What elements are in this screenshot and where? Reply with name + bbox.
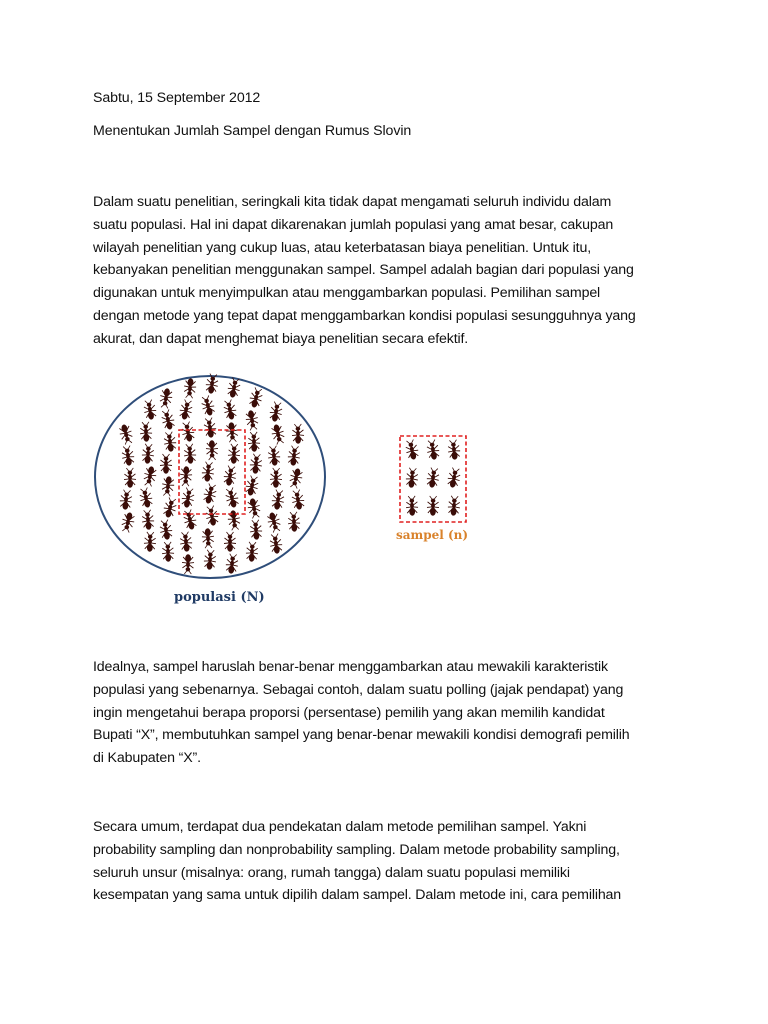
ant-icon: [202, 483, 218, 504]
population-ants: [118, 373, 306, 574]
ant-icon: [288, 468, 304, 489]
ant-icon: [447, 496, 460, 516]
ant-icon: [249, 454, 263, 474]
ant-icon: [160, 454, 172, 473]
ant-icon: [183, 378, 197, 398]
sample-ants: [404, 439, 462, 516]
ant-icon: [246, 542, 259, 562]
ant-icon: [248, 387, 264, 409]
ant-icon: [426, 439, 441, 460]
paragraph-line: populasi yang sebenarnya. Sebagai contoh, dalam suatu polling (jajak pendapat) yang: [93, 681, 624, 698]
post-date: Sabtu, 15 September 2012: [93, 90, 261, 106]
ant-icon: [142, 399, 157, 420]
ant-icon: [223, 465, 238, 486]
ant-icon: [161, 476, 175, 497]
ant-icon: [163, 431, 177, 452]
paragraph-line: seluruh unsur (misalnya: orang, rumah tangga) dalam suatu populasi memiliki: [93, 864, 570, 881]
ant-icon: [404, 439, 420, 460]
ant-icon: [271, 489, 286, 510]
ant-icon: [144, 532, 157, 552]
ant-icon: [244, 475, 260, 496]
ant-icon: [268, 401, 283, 422]
ant-icon: [201, 461, 215, 481]
ant-icon: [405, 468, 419, 488]
ant-icon: [162, 497, 178, 519]
paragraph-line: kebanyakan penelitian menggunakan sampel. Sampel adalah bagian dari populasi yang: [93, 262, 634, 279]
sample-label: sampel (n): [396, 528, 469, 542]
paragraph-line: Secara umum, terdapat dua pendekatan dalam metode pemilihan sampel. Yakni: [93, 819, 587, 835]
paragraph-line: wilayah penelitian yang cukup luas, atau keterbatasan biaya penelitian. Untuk itu,: [93, 239, 591, 256]
ant-icon: [270, 424, 286, 445]
ant-icon: [142, 466, 157, 487]
ant-icon: [179, 466, 192, 486]
population-label: populasi (N): [174, 590, 265, 605]
paragraph-line: probability sampling dan nonprobability sampling. Dalam metode probability sampling,: [93, 841, 620, 858]
ant-icon: [224, 487, 240, 509]
post-title: Menentukan Jumlah Sampel dengan Rumus Slovin: [93, 123, 412, 139]
ant-icon: [160, 409, 176, 431]
paragraph-intro: [93, 191, 713, 351]
ant-icon: [124, 468, 136, 487]
paragraph-line: Bupati “X”, membutuhkan sampel yang benar-benar mewakili kondisi demografi pemilih: [93, 727, 630, 744]
ant-icon: [427, 496, 439, 515]
ant-icon: [447, 439, 461, 459]
paragraph-approach: [93, 816, 713, 907]
ant-icon: [225, 422, 239, 442]
ant-icon: [426, 467, 441, 488]
ant-icon: [202, 528, 215, 548]
ant-icon: [162, 542, 175, 562]
ant-icon: [292, 424, 304, 443]
ant-icon: [270, 468, 282, 487]
ant-icon: [287, 445, 301, 465]
ant-icon: [183, 444, 196, 464]
ant-icon: [287, 512, 300, 532]
ant-icon: [446, 467, 461, 488]
ant-icon: [206, 441, 218, 460]
paragraph-line: Idealnya, sampel haruslah benar-benar menggambarkan atau mewakili karakteristik: [93, 659, 608, 675]
ant-icon: [267, 445, 281, 465]
ant-icon: [118, 424, 135, 446]
ant-icon: [203, 550, 216, 570]
paragraph-line: di Kabupaten “X”.: [93, 750, 201, 767]
ant-icon: [225, 553, 239, 574]
paragraph-ideal: [93, 656, 713, 770]
paragraph-line: suatu populasi. Hal ini dapat dikarenakan jumlah populasi yang amat besar, cakupan: [93, 216, 614, 233]
ant-icon: [224, 532, 236, 551]
ant-icon: [203, 417, 218, 438]
paragraph-line: kesempatan yang sama untuk dipilih dalam sampel. Dalam metode ini, cara pemilihan: [93, 887, 622, 904]
ant-icon: [245, 410, 260, 431]
ant-icon: [121, 445, 136, 466]
paragraph-line: akurat, dan dapat menghemat biaya penelitian secara efektif.: [93, 330, 469, 347]
paragraph-line: digunakan untuk menyimpulkan atau menggambarkan populasi. Pemilihan sampel: [93, 285, 601, 302]
population-sample-figure: [90, 368, 510, 618]
ant-icon: [249, 520, 262, 540]
ant-icon: [141, 444, 154, 464]
ant-icon: [141, 510, 155, 530]
ant-icon: [266, 512, 283, 534]
ant-icon: [180, 421, 195, 442]
ant-icon: [269, 533, 284, 554]
ant-icon: [182, 509, 198, 530]
population-sample-illustration: [90, 368, 510, 618]
ant-icon: [180, 487, 195, 508]
ant-icon: [222, 399, 238, 420]
ant-icon: [248, 432, 261, 452]
ant-icon: [179, 531, 193, 551]
ant-icon: [200, 395, 217, 417]
ant-icon: [246, 498, 261, 519]
ant-icon: [178, 399, 194, 420]
paragraph-line: Dalam suatu penelitian, seringkali kita tidak dapat mengamati seluruh individu dalam: [93, 194, 612, 210]
paragraph-line: dengan metode yang tepat dapat menggambarkan kondisi populasi sesungguhnya yang: [93, 307, 636, 324]
ant-icon: [139, 422, 152, 442]
ant-icon: [204, 505, 219, 526]
ant-icon: [120, 512, 136, 533]
ant-icon: [159, 519, 174, 540]
ant-icon: [138, 487, 154, 508]
ant-icon: [119, 489, 133, 509]
ant-icon: [406, 496, 419, 516]
paragraph-line: ingin mengetahui berapa proporsi (persentase) pemilih yang akan memilih kandidat: [93, 704, 605, 721]
ant-icon: [228, 444, 241, 464]
ant-icon: [182, 555, 194, 574]
ant-icon: [290, 489, 305, 510]
ant-icon: [159, 388, 174, 409]
